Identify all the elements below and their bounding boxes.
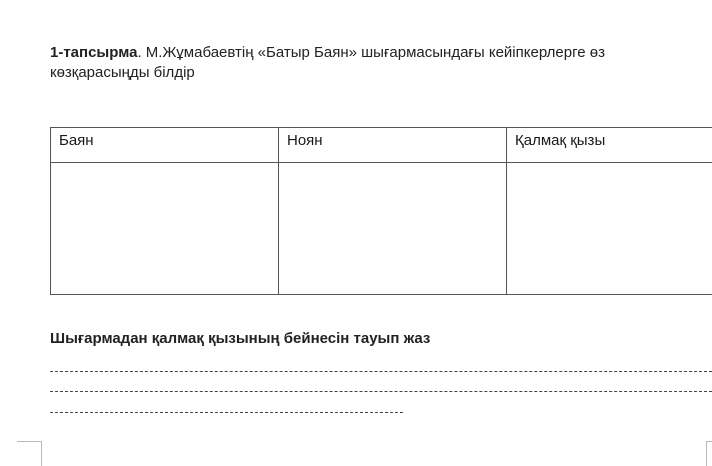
column-header-bayan: Баян bbox=[51, 128, 279, 163]
page-corner-mark-right bbox=[706, 441, 712, 466]
task-1-text: . М.Жұмабаевтің «Батыр Баян» шығармасындағы кейіпкерлерге өз көзқарасыңды білдір bbox=[50, 44, 605, 81]
table-row bbox=[51, 163, 712, 295]
task-1-number: 1-тапсырма bbox=[50, 44, 138, 61]
page-corner-mark-left bbox=[17, 441, 42, 466]
answer-line[interactable] bbox=[50, 391, 712, 392]
answer-cell-bayan[interactable] bbox=[51, 163, 279, 295]
answer-cell-noyan[interactable] bbox=[279, 163, 507, 295]
task-2-instruction: Шығармадан қалмақ қызының бейнесін тауып жаз bbox=[50, 330, 431, 347]
answer-line[interactable] bbox=[50, 371, 712, 372]
characters-table bbox=[50, 127, 712, 295]
column-header-noyan: Ноян bbox=[279, 128, 507, 163]
task-1-instruction bbox=[50, 43, 700, 83]
table-header-row bbox=[51, 128, 712, 163]
answer-cell-kalmak-girl[interactable] bbox=[507, 163, 712, 295]
answer-line[interactable] bbox=[50, 412, 403, 413]
column-header-kalmak-girl: Қалмақ қызы bbox=[507, 128, 712, 163]
